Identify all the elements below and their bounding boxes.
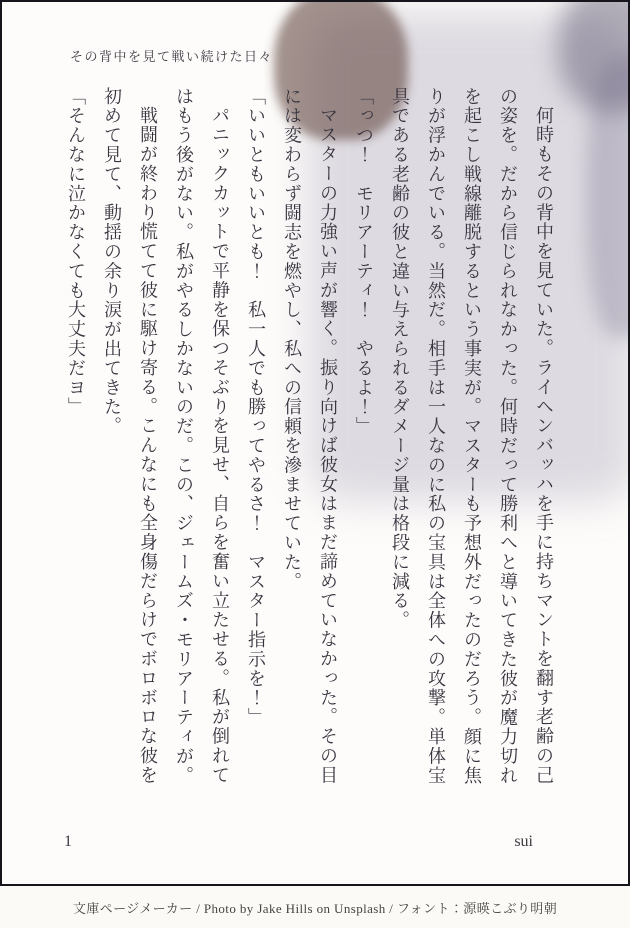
paragraph: 何時もその背中を見ていた。ライヘンバッハを手に持ちマントを翻す老齢の己の姿を。だから信じられなかった。何時だって勝利へと導いてきた彼が魔力切れを起こし戦線離脱するという事実が。マスターも予想外だったのだろう。顔に焦りが浮かんでいる。当然だ。相手は一人なのに私の宝具は全体への攻撃。単体宝具である老齢の彼と違い与えられるダメージ量は格段に減る。 xyxy=(390,87,554,786)
page-title: その背中を見て戦い続けた日々 xyxy=(70,49,274,64)
paragraph: 戦闘が終わり慌てて彼に駆け寄る。こんなにも全身傷だらけでボロボロな彼を初めて見て、動揺の余り涙が出てきた。 xyxy=(102,87,158,785)
paragraph: 「いいともいいとも！ 私一人でも勝ってやるさ！ マスター指示を！」 xyxy=(246,87,266,728)
author-name: sui xyxy=(514,833,533,850)
paragraph: 「そんなに泣かなくても大丈夫だヨ」 xyxy=(66,87,86,417)
body-text xyxy=(58,87,562,793)
right-edge-shadow xyxy=(587,57,630,337)
paragraph: パニックカットで平静を保つそぶりを見せ、自らを奮い立たせる。私が倒れてはもう後がない。私がやるしかないのだ。この、ジェームズ・モリアーティが。 xyxy=(174,87,230,786)
paragraph: 「っつ！ モリアーティ！ やるよ！」 xyxy=(354,87,374,437)
page-number: 1 xyxy=(64,833,72,850)
paragraph: マスターの力強い声が響く。振り向けば彼女はまだ諦めていなかった。その目には変わらず闘志を燃やし、私への信頼を滲ませていた。 xyxy=(282,87,338,785)
credit-footer: 文庫ページメーカー / Photo by Jake Hills on Unsplash / フォント：源暎こぶり明朝 xyxy=(0,886,630,928)
